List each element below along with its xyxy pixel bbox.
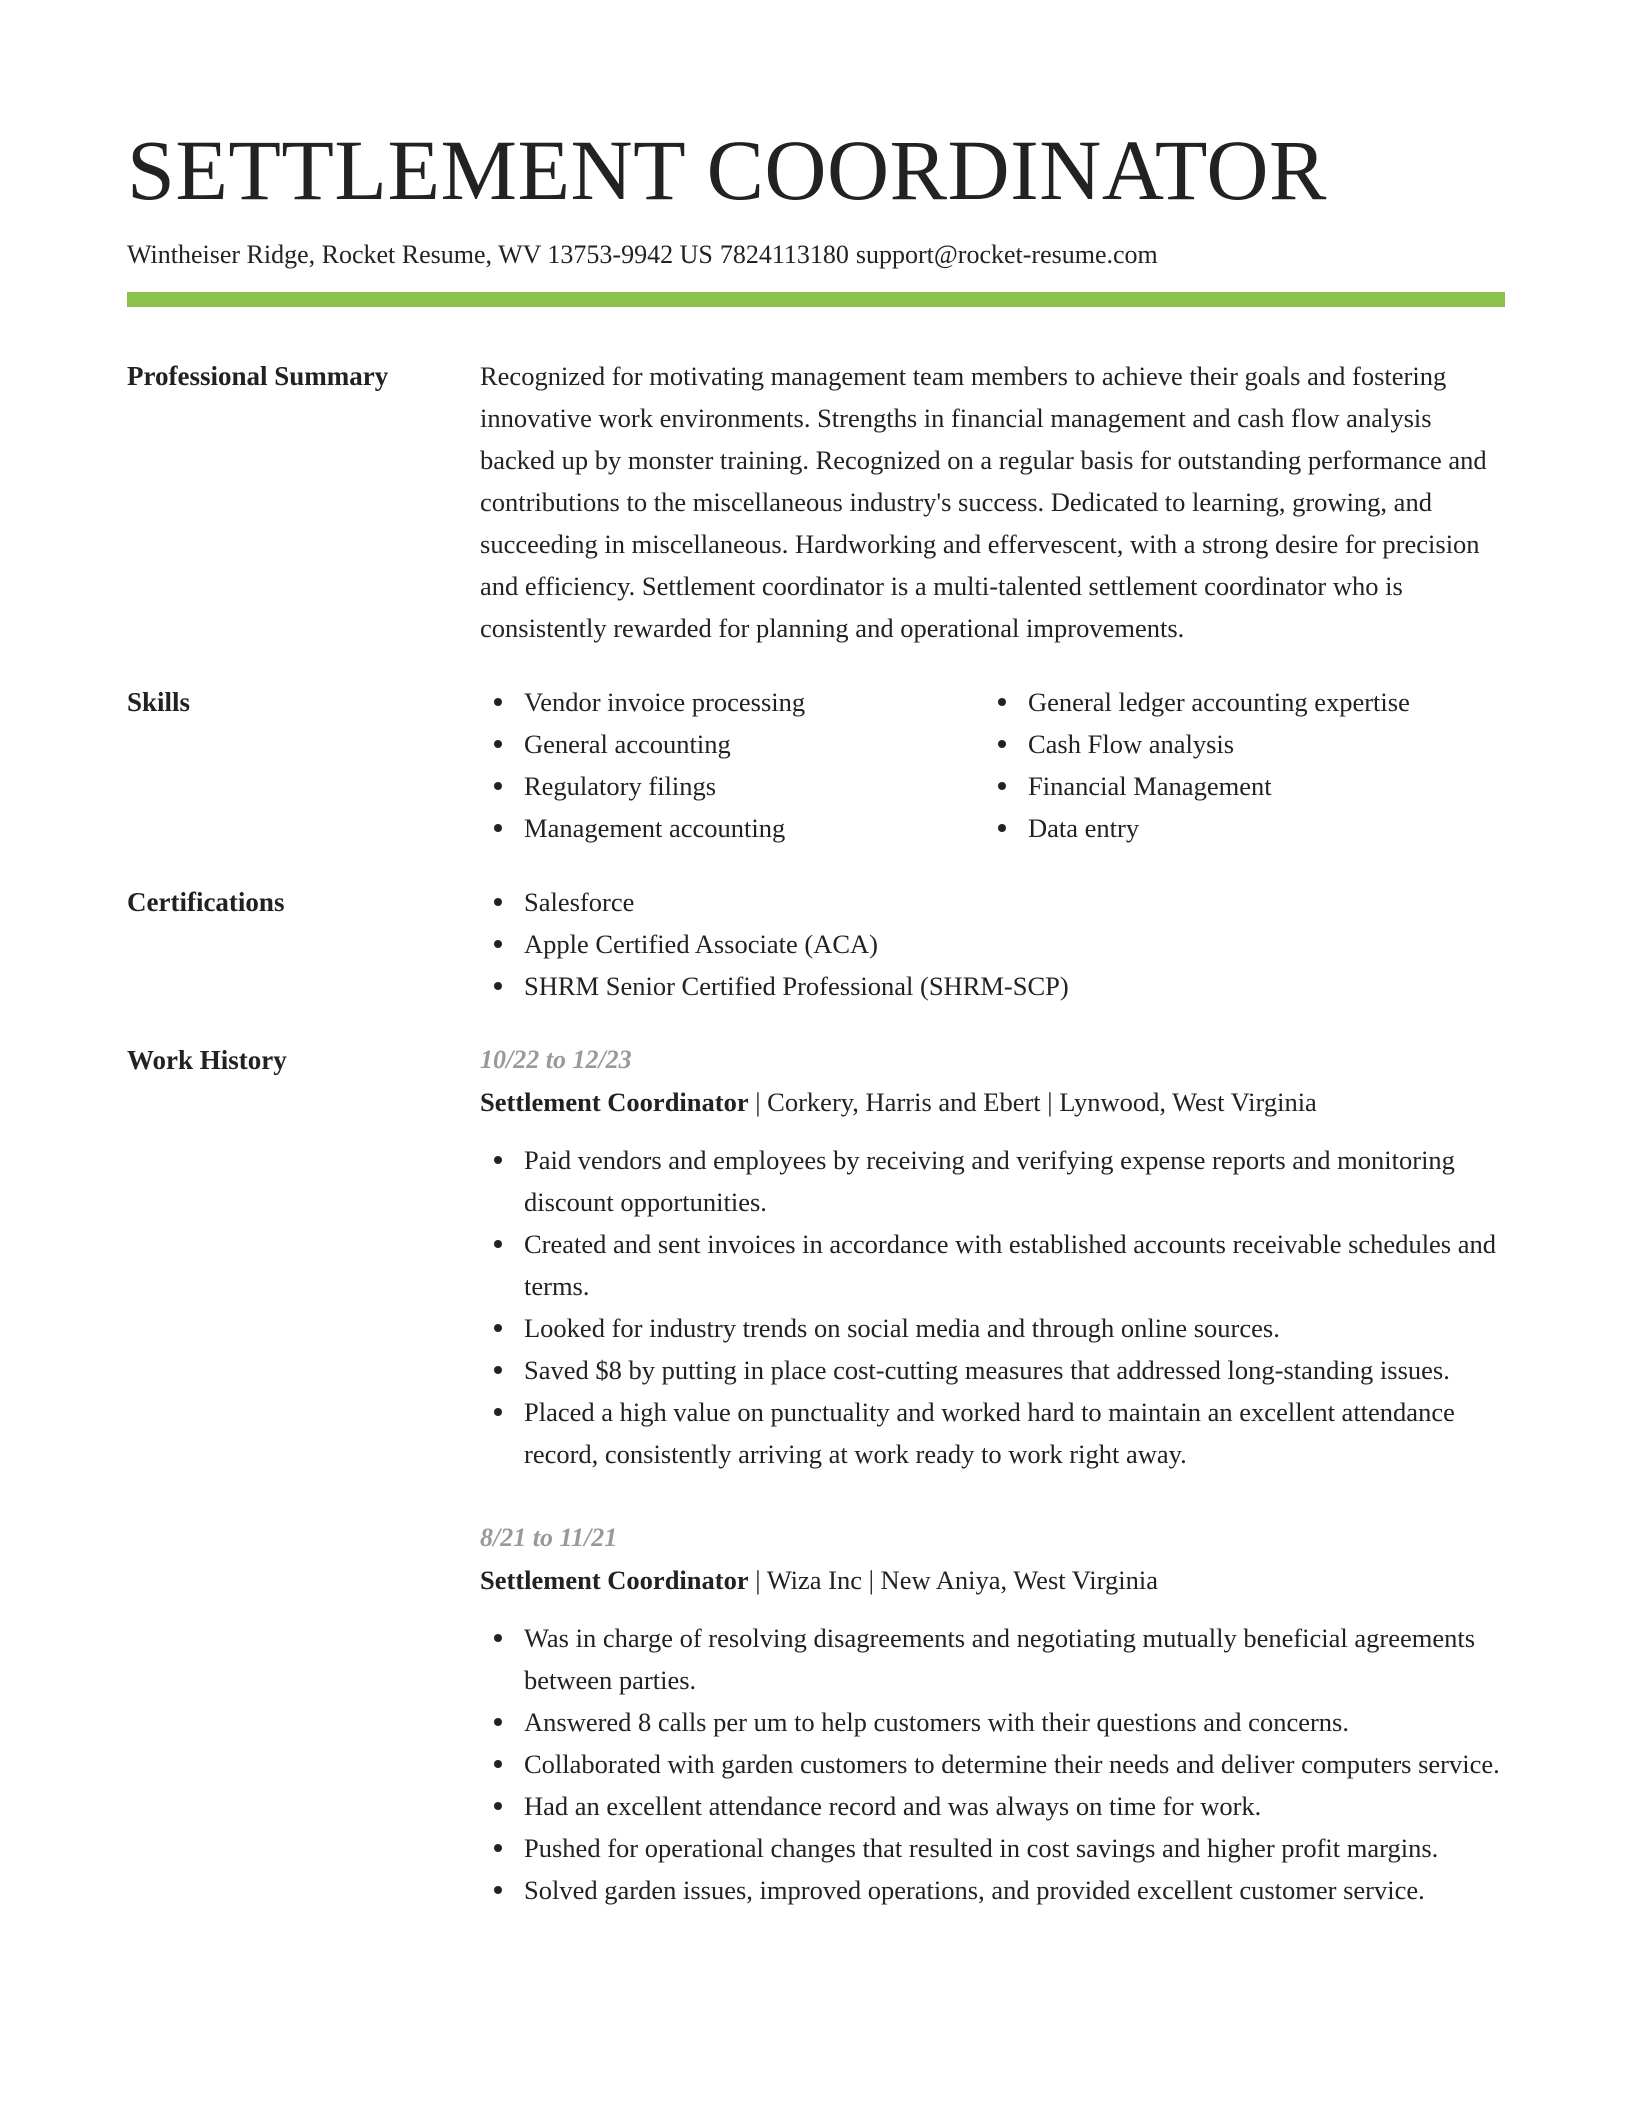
job-title: Settlement Coordinator	[480, 1087, 749, 1117]
job-employer-location: | Corkery, Harris and Ebert | Lynwood, West Virginia	[748, 1087, 1317, 1117]
resume-name: SETTLEMENT COORDINATOR	[127, 122, 1327, 218]
job-bullet: Paid vendors and employees by receiving and verifying expense reports and monitoring discount opportunities.	[480, 1139, 1505, 1223]
job-bullet: Looked for industry trends on social media and through online sources.	[480, 1307, 1505, 1349]
skills-list-left	[480, 681, 984, 849]
job-bullets	[480, 1617, 1505, 1911]
job-bullets	[480, 1139, 1505, 1475]
summary-heading: Professional Summary	[127, 361, 389, 391]
job-bullet: Collaborated with garden customers to determine their needs and deliver computers service.	[480, 1743, 1505, 1785]
skill-item: General accounting	[480, 723, 984, 765]
contact-address: Wintheiser Ridge, Rocket Resume, WV 13753-9942 US	[127, 240, 713, 269]
job-title-line	[480, 1081, 1505, 1123]
skill-item: Management accounting	[480, 807, 984, 849]
job-bullet: Saved $8 by putting in place cost-cutting measures that addressed long-standing issues.	[480, 1349, 1505, 1391]
job-bullet: Solved garden issues, improved operations, and provided excellent customer service.	[480, 1869, 1505, 1911]
summary-text: Recognized for motivating management team members to achieve their goals and fostering innovative work environments. Strengths in financial management and cash flow analysis backed up by monster training. Recognized on a regular basis for outstanding performance and contributions to the miscellaneous industry's success. Dedicated to learning, growing, and succeeding in miscellaneous. Hardworking and effervescent, with a strong desire for precision and efficiency. Settlement coordinator is a multi-talented settlement coordinator who is consistently rewarded for planning and operational improvements.	[480, 361, 1487, 643]
job-bullet: Had an excellent attendance record and was always on time for work.	[480, 1785, 1505, 1827]
certification-item: Salesforce	[480, 881, 1505, 923]
job-dates: 10/22 to 12/23	[480, 1045, 632, 1074]
job-bullet: Was in charge of resolving disagreements and negotiating mutually beneficial agreements between parties.	[480, 1617, 1505, 1701]
job-bullet: Pushed for operational changes that resulted in cost savings and higher profit margins.	[480, 1827, 1505, 1869]
summary-section	[127, 355, 1505, 649]
header-divider	[127, 292, 1505, 307]
job-bullet: Created and sent invoices in accordance with established accounts receivable schedules and terms.	[480, 1223, 1505, 1307]
skill-item: Cash Flow analysis	[984, 723, 1505, 765]
contact-phone: 7824113180	[719, 240, 849, 269]
certifications-list	[480, 881, 1505, 1007]
job-entry	[480, 1517, 1505, 1911]
contact-email: support@rocket-resume.com	[855, 240, 1158, 269]
job-employer-location: | Wiza Inc | New Aniya, West Virginia	[748, 1565, 1159, 1595]
skills-grid	[480, 681, 1505, 849]
certification-item: SHRM Senior Certified Professional (SHRM-SCP)	[480, 965, 1505, 1007]
work-history-heading: Work History	[127, 1045, 287, 1075]
skills-list-right	[984, 681, 1505, 849]
certifications-section	[127, 881, 1505, 1007]
job-dates: 8/21 to 11/21	[480, 1523, 618, 1552]
certifications-heading: Certifications	[127, 887, 285, 917]
skill-item: Data entry	[984, 807, 1505, 849]
skill-item: Regulatory filings	[480, 765, 984, 807]
skill-item: General ledger accounting expertise	[984, 681, 1505, 723]
work-history-section	[127, 1039, 1505, 1953]
job-bullet: Answered 8 calls per um to help customers with their questions and concerns.	[480, 1701, 1505, 1743]
skills-heading: Skills	[127, 687, 191, 717]
certification-item: Apple Certified Associate (ACA)	[480, 923, 1505, 965]
job-title-line	[480, 1559, 1505, 1601]
skills-section	[127, 681, 1505, 849]
job-title: Settlement Coordinator	[480, 1565, 749, 1595]
contact-line	[127, 238, 1505, 272]
job-entry	[480, 1039, 1505, 1475]
skill-item: Vendor invoice processing	[480, 681, 984, 723]
skill-item: Financial Management	[984, 765, 1505, 807]
job-bullet: Placed a high value on punctuality and worked hard to maintain an excellent attendance record, consistently arriving at work ready to work right away.	[480, 1391, 1505, 1475]
